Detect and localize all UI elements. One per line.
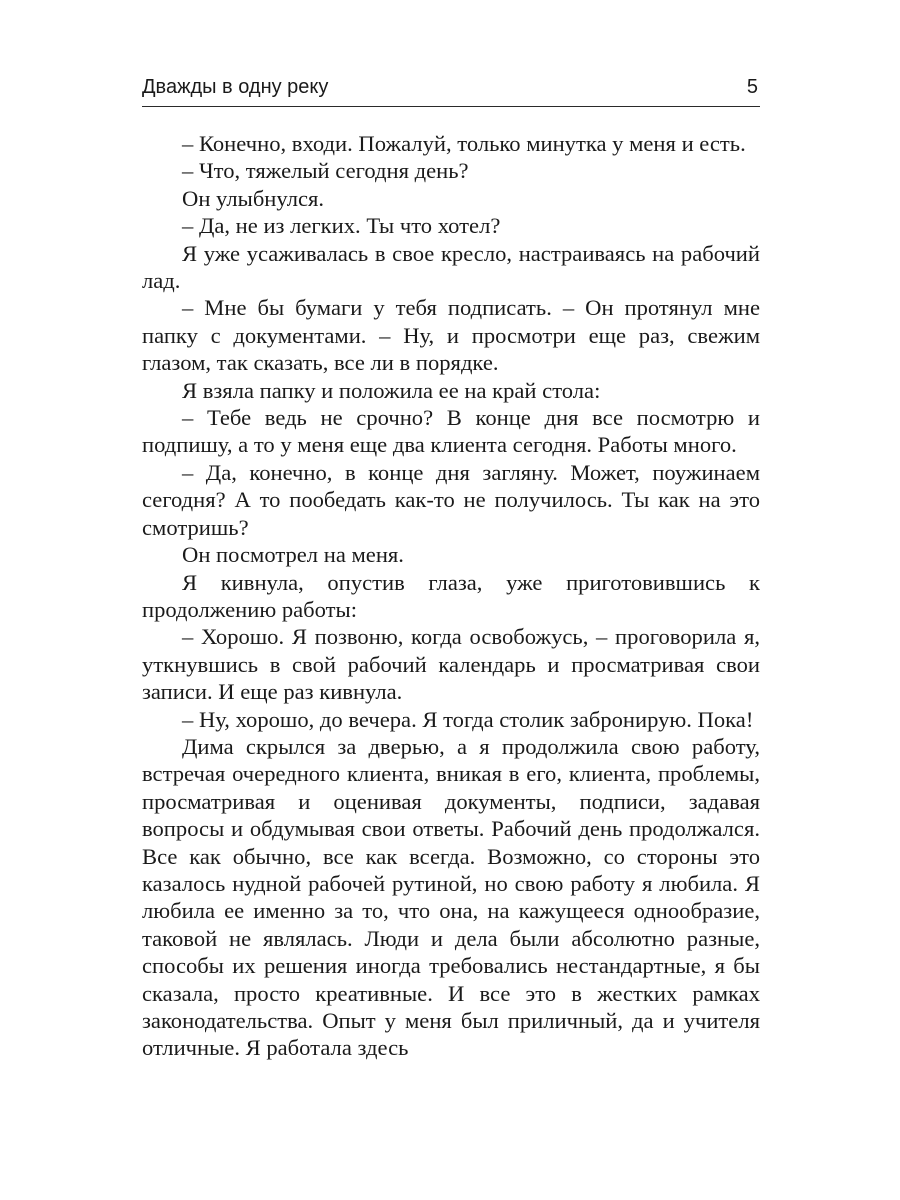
paragraph: Я кивнула, опустив глаза, уже приготовившись к продолжению работы: bbox=[142, 569, 760, 622]
paragraph: Я уже усаживалась в свое кресло, настраиваясь на рабочий лад. bbox=[142, 240, 760, 294]
body-text bbox=[142, 130, 760, 1062]
running-header bbox=[142, 76, 760, 107]
paragraph: – Хорошо. Я позвоню, когда освобожусь, – проговорила я, уткнувшись в свой рабочий календарь и просматривая свои записи. И еще раз кивнула. bbox=[142, 624, 760, 705]
paragraph: Он посмотрел на меня. bbox=[182, 542, 404, 568]
page-number: 5 bbox=[746, 76, 758, 98]
paragraph: – Ну, хорошо, до вечера. Я тогда столик забронирую. Пока! bbox=[182, 706, 754, 732]
paragraph: Я взяла папку и положила ее на край стола: bbox=[182, 377, 601, 403]
paragraph: Он улыбнулся. bbox=[182, 185, 325, 211]
paragraph: – Мне бы бумаги у тебя подписать. – Он протянул мне папку с документами. – Ну, и просмотри еще раз, свежим глазом, так сказать, все ли в порядке. bbox=[142, 295, 760, 376]
paragraph: – Да, конечно, в конце дня загляну. Может, поужинаем сегодня? А то пообедать как-то не получилось. Ты как на это смотришь? bbox=[142, 459, 760, 540]
paragraph: – Тебе ведь не срочно? В конце дня все посмотрю и подпишу, а то у меня еще два клиента сегодня. Работы много. bbox=[142, 405, 760, 458]
paragraph: – Да, не из легких. Ты что хотел? bbox=[182, 213, 501, 239]
paragraph: – Конечно, входи. Пожалуй, только минутка у меня и есть. bbox=[182, 131, 746, 156]
paragraph: – Что, тяжелый сегодня день? bbox=[182, 158, 469, 184]
paragraph: Дима скрылся за дверью, а я продолжила свою работу, встречая очередного клиента, вникая в его, клиента, проблемы, просматривая и оценивая документы, подписи, задавая вопросы и обдумывая свои ответы. Рабочий день продолжался. Все как обычно, все как всегда. Возможно, со стороны это казалось нудной рабочей рутиной, но свою работу я любила. Я любила ее именно за то, что она, на кажущееся однообразие, таковой не являлась. Люди и дела были абсолютно разные, способы их решения иногда требовались нестандартные, я бы сказала, просто креативные. И все это в жестких рамках законодательства. Опыт у меня был приличный, да и учителя отличные. Я работала здесь bbox=[142, 733, 760, 1061]
running-title: Дважды в одну реку bbox=[142, 76, 329, 98]
